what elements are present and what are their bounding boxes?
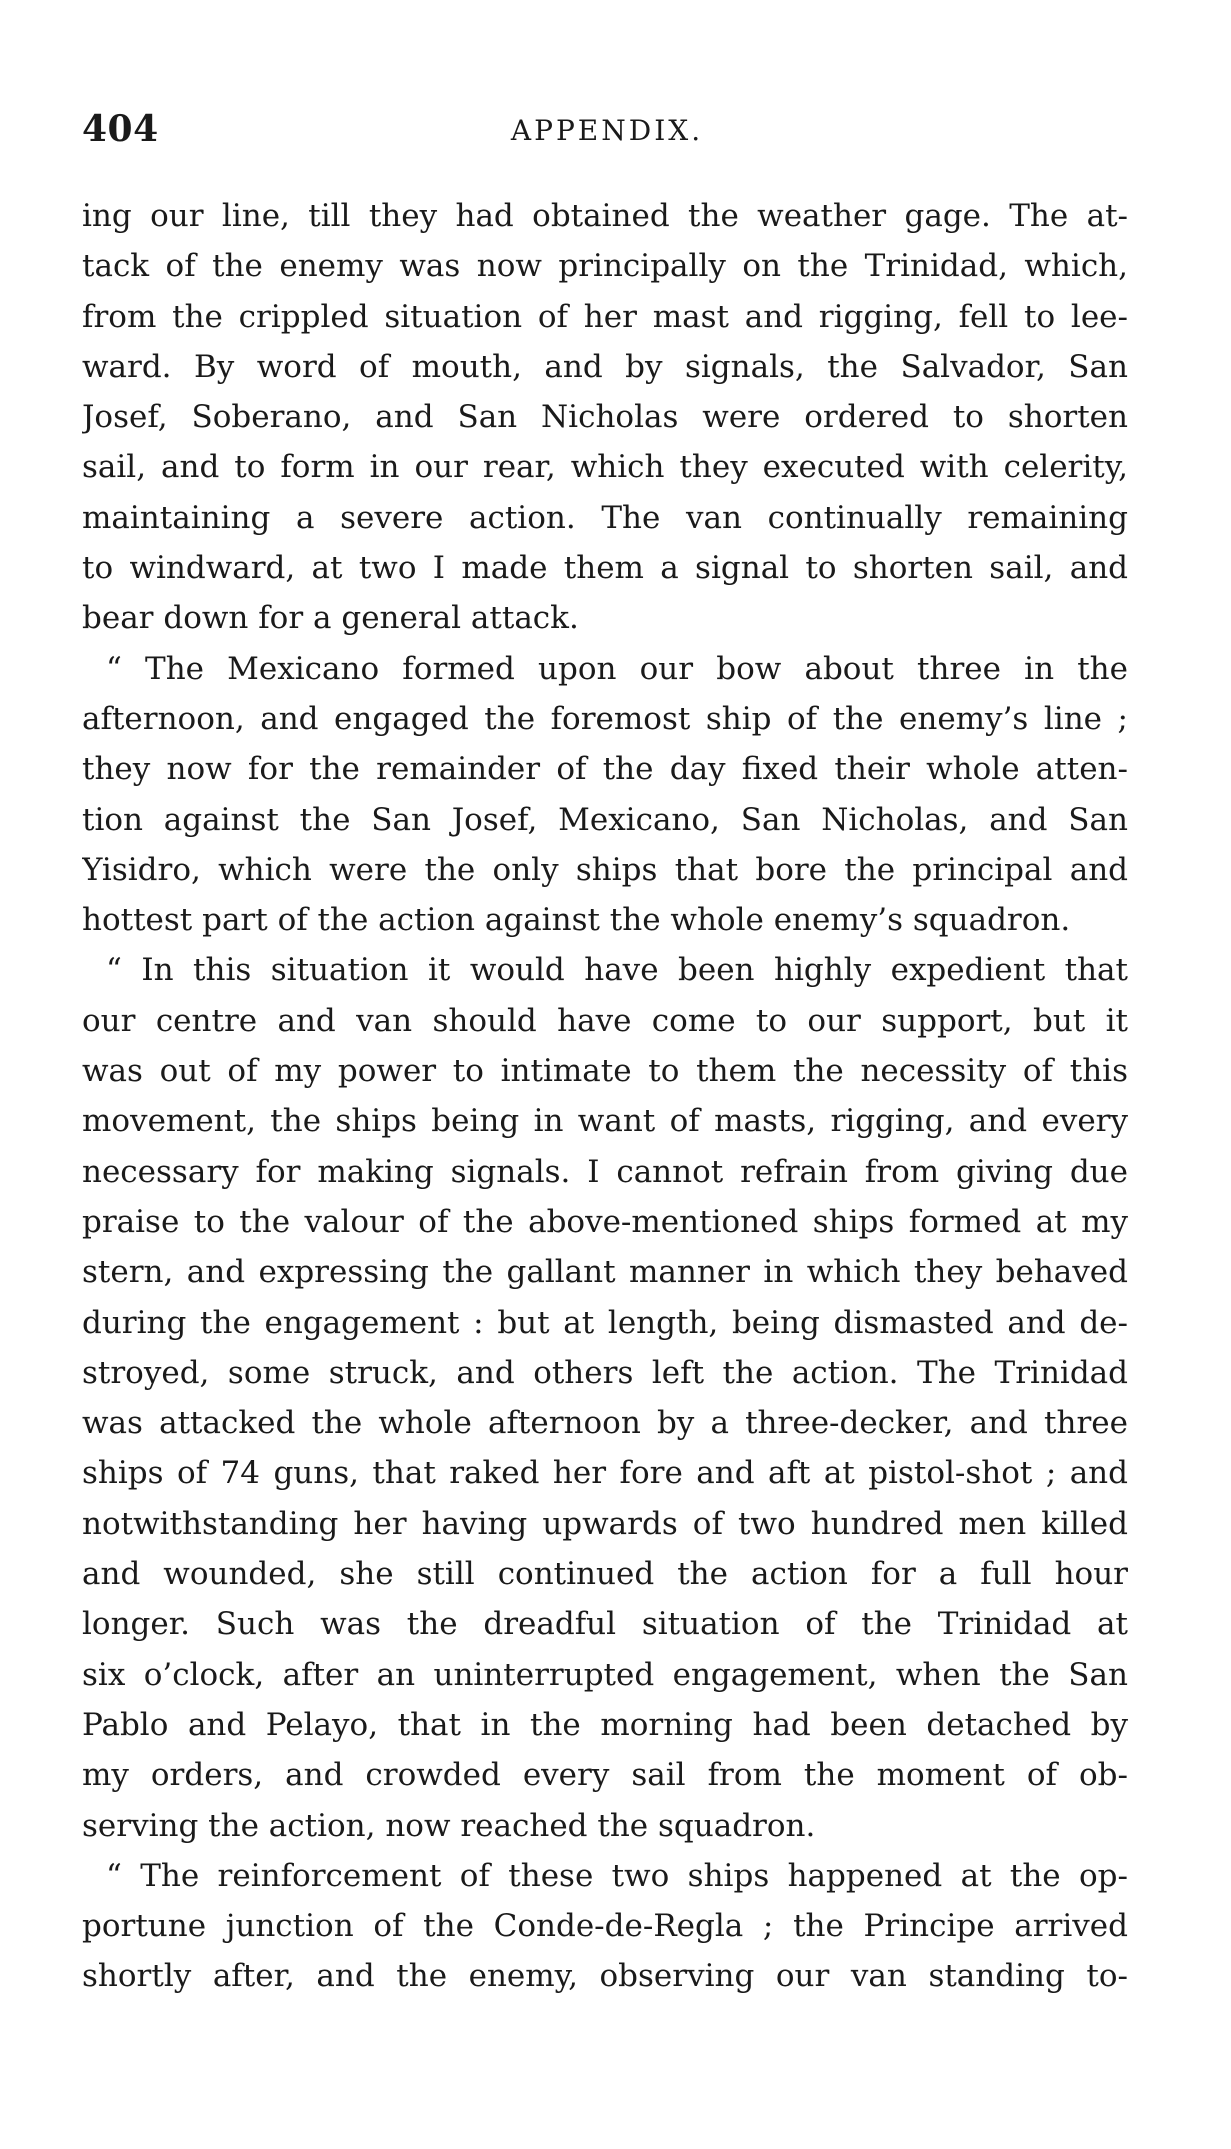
text-line: was attacked the whole afternoon by a three-decker, and three (82, 1405, 1128, 1442)
text-line: Josef, Soberano, and San Nicholas were ordered to shorten (82, 399, 1128, 436)
text-line: shortly after, and the enemy, observing our van standing to- (82, 1958, 1128, 1995)
text-line: “ The reinforcement of these two ships happened at the op- (106, 1857, 1128, 1894)
text-line: serving the action, now reached the squadron. (82, 1807, 816, 1844)
text-line: stern, and expressing the gallant manner in which they behaved (82, 1254, 1128, 1291)
text-line: afternoon, and engaged the foremost ship of the enemy’s line ; (82, 700, 1128, 737)
text-line: hottest part of the action against the whole enemy’s squadron. (82, 902, 1071, 939)
text-line: movement, the ships being in want of masts, rigging, and every (82, 1103, 1128, 1140)
page-number: 404 (82, 108, 159, 150)
text-line: necessary for making signals. I cannot refrain from giving due (82, 1153, 1128, 1190)
text-line: ing our line, till they had obtained the weather gage. The at- (82, 198, 1128, 234)
text-line: tion against the San Josef, Mexicano, San Nicholas, and San (82, 801, 1128, 838)
text-line: bear down for a general attack. (82, 600, 579, 637)
text-line: six o’clock, after an uninterrupted engagement, when the San (82, 1656, 1128, 1693)
text-line: portune junction of the Conde-de-Regla ; the Principe arrived (82, 1908, 1128, 1945)
text-line: “ The Mexicano formed upon our bow about three in the (106, 650, 1128, 687)
text-line: and wounded, she still continued the action for a full hour (82, 1556, 1128, 1593)
running-head: APPENDIX. (510, 114, 704, 147)
body-text (82, 191, 1128, 2002)
text-line: maintaining a severe action. The van continually remaining (82, 499, 1128, 536)
text-line: ships of 74 guns, that raked her fore and aft at pistol-shot ; and (82, 1455, 1128, 1492)
text-line: praise to the valour of the above-mentioned ships formed at my (82, 1203, 1128, 1240)
text-line: tack of the enemy was now principally on the Trinidad, which, (82, 248, 1128, 285)
text-line: longer. Such was the dreadful situation of the Trinidad at (82, 1606, 1128, 1643)
text-line: sail, and to form in our rear, which they executed with celerity, (82, 449, 1128, 486)
text-line: during the engagement : but at length, being dismasted and de- (82, 1304, 1128, 1341)
text-line: notwithstanding her having upwards of two hundred men killed (82, 1505, 1128, 1542)
text-line: they now for the remainder of the day fixed their whole atten- (82, 751, 1128, 788)
text-line: our centre and van should have come to our support, but it (82, 1002, 1128, 1039)
text-line: stroyed, some struck, and others left the action. The Trinidad (82, 1354, 1128, 1391)
text-line: from the crippled situation of her mast and rigging, fell to lee- (82, 298, 1128, 335)
text-line: Pablo and Pelayo, that in the morning had been detached by (82, 1706, 1128, 1743)
text-line: was out of my power to intimate to them the necessity of this (82, 1053, 1128, 1090)
text-line: Yisidro, which were the only ships that bore the principal and (82, 851, 1128, 888)
text-line: “ In this situation it would have been highly expedient that (106, 952, 1128, 989)
text-line: ward. By word of mouth, and by signals, the Salvador, San (82, 348, 1128, 385)
text-line: to windward, at two I made them a signal to shorten sail, and (82, 550, 1128, 587)
text-line: my orders, and crowded every sail from the moment of ob- (82, 1757, 1128, 1794)
page-header (82, 108, 1132, 158)
